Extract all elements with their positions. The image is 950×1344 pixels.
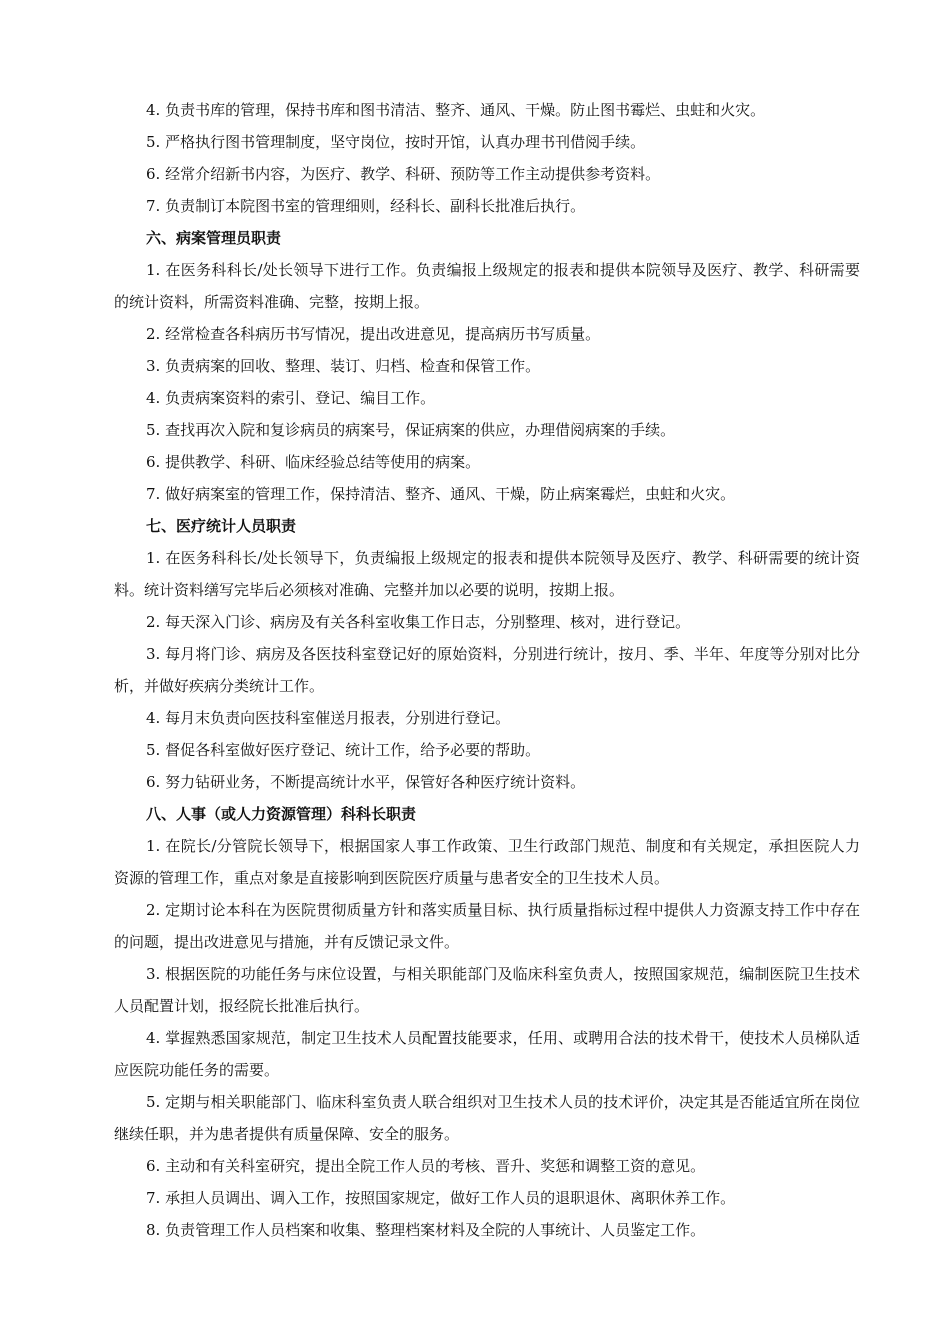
section-heading: 六、病案管理员职责: [146, 229, 282, 247]
paragraph: 8. 负责管理工作人员档案和收集、整理档案材料及全院的人事统计、人员鉴定工作。: [146, 1221, 706, 1239]
paragraph: 4. 掌握熟悉国家规范，制定卫生技术人员配置技能要求，任用、或聘用合法的技术骨干，使技术人员梯队适应医院功能任务的需要。: [114, 1029, 860, 1079]
paragraph: 2. 定期讨论本科在为医院贯彻质量方针和落实质量目标、执行质量指标过程中提供人力资源支持工作中存在的问题，提出改进意见与措施，并有反馈记录文件。: [114, 901, 860, 951]
paragraph: 2. 经常检查各科病历书写情况，提出改进意见，提高病历书写质量。: [146, 325, 601, 343]
paragraph: 7. 承担人员调出、调入工作，按照国家规定，做好工作人员的退职退休、离职休养工作。: [146, 1189, 736, 1207]
paragraph: 3. 负责病案的回收、整理、装订、归档、检查和保管工作。: [146, 357, 541, 375]
paragraph: 1. 在医务科科长/处长领导下，负责编报上级规定的报表和提供本院领导及医疗、教学、科研需要的统计资料。统计资料缮写完毕后必须核对准确、完整并加以必要的说明，按期上报。: [114, 549, 860, 599]
paragraph: 1. 在院长/分管院长领导下，根据国家人事工作政策、卫生行政部门规范、制度和有关规定，承担医院人力资源的管理工作，重点对象是直接影响到医院医疗质量与患者安全的卫生技术人员。: [114, 837, 860, 887]
paragraph: 5. 严格执行图书管理制度，坚守岗位，按时开馆，认真办理书刊借阅手续。: [146, 133, 646, 151]
paragraph: 3. 根据医院的功能任务与床位设置，与相关职能部门及临床科室负责人，按照国家规范，编制医院卫生技术人员配置计划，报经院长批准后执行。: [114, 965, 860, 1015]
paragraph: 1. 在医务科科长/处长领导下进行工作。负责编报上级规定的报表和提供本院领导及医疗、教学、科研需要的统计资料，所需资料准确、完整，按期上报。: [114, 261, 860, 311]
paragraph: 5. 督促各科室做好医疗登记、统计工作，给予必要的帮助。: [146, 741, 541, 759]
section-heading: 七、医疗统计人员职责: [146, 517, 297, 535]
paragraph: 3. 每月将门诊、病房及各医技科室登记好的原始资料，分别进行统计，按月、季、半年、年度等分别对比分析，并做好疾病分类统计工作。: [114, 645, 860, 695]
paragraph: 4. 每月末负责向医技科室催送月报表，分别进行登记。: [146, 709, 511, 727]
paragraph: 5. 查找再次入院和复诊病员的病案号，保证病案的供应，办理借阅病案的手续。: [146, 421, 676, 439]
paragraph: 2. 每天深入门诊、病房及有关各科室收集工作日志，分别整理、核对，进行登记。: [146, 613, 691, 631]
paragraph: 6. 经常介绍新书内容，为医疗、教学、科研、预防等工作主动提供参考资料。: [146, 165, 661, 183]
paragraph: 4. 负责书库的管理，保持书库和图书清洁、整齐、通风、干燥。防止图书霉烂、虫蛀和火灾。: [146, 101, 766, 119]
paragraph: 6. 努力钻研业务，不断提高统计水平，保管好各种医疗统计资料。: [146, 773, 586, 791]
paragraph: 5. 定期与相关职能部门、临床科室负责人联合组织对卫生技术人员的技术评价，决定其是否能适宜所在岗位继续任职，并为患者提供有质量保障、安全的服务。: [114, 1093, 860, 1143]
section-heading: 八、人事（或人力资源管理）科科长职责: [146, 805, 417, 823]
paragraph: 4. 负责病案资料的索引、登记、编目工作。: [146, 389, 436, 407]
paragraph: 6. 主动和有关科室研究，提出全院工作人员的考核、晋升、奖惩和调整工资的意见。: [146, 1157, 706, 1175]
document-body: [114, 94, 860, 1246]
paragraph: 7. 负责制订本院图书室的管理细则，经科长、副科长批准后执行。: [146, 197, 586, 215]
paragraph: 7. 做好病案室的管理工作，保持清洁、整齐、通风、干燥，防止病案霉烂，虫蛀和火灾。: [146, 485, 736, 503]
paragraph: 6. 提供教学、科研、临床经验总结等使用的病案。: [146, 453, 481, 471]
